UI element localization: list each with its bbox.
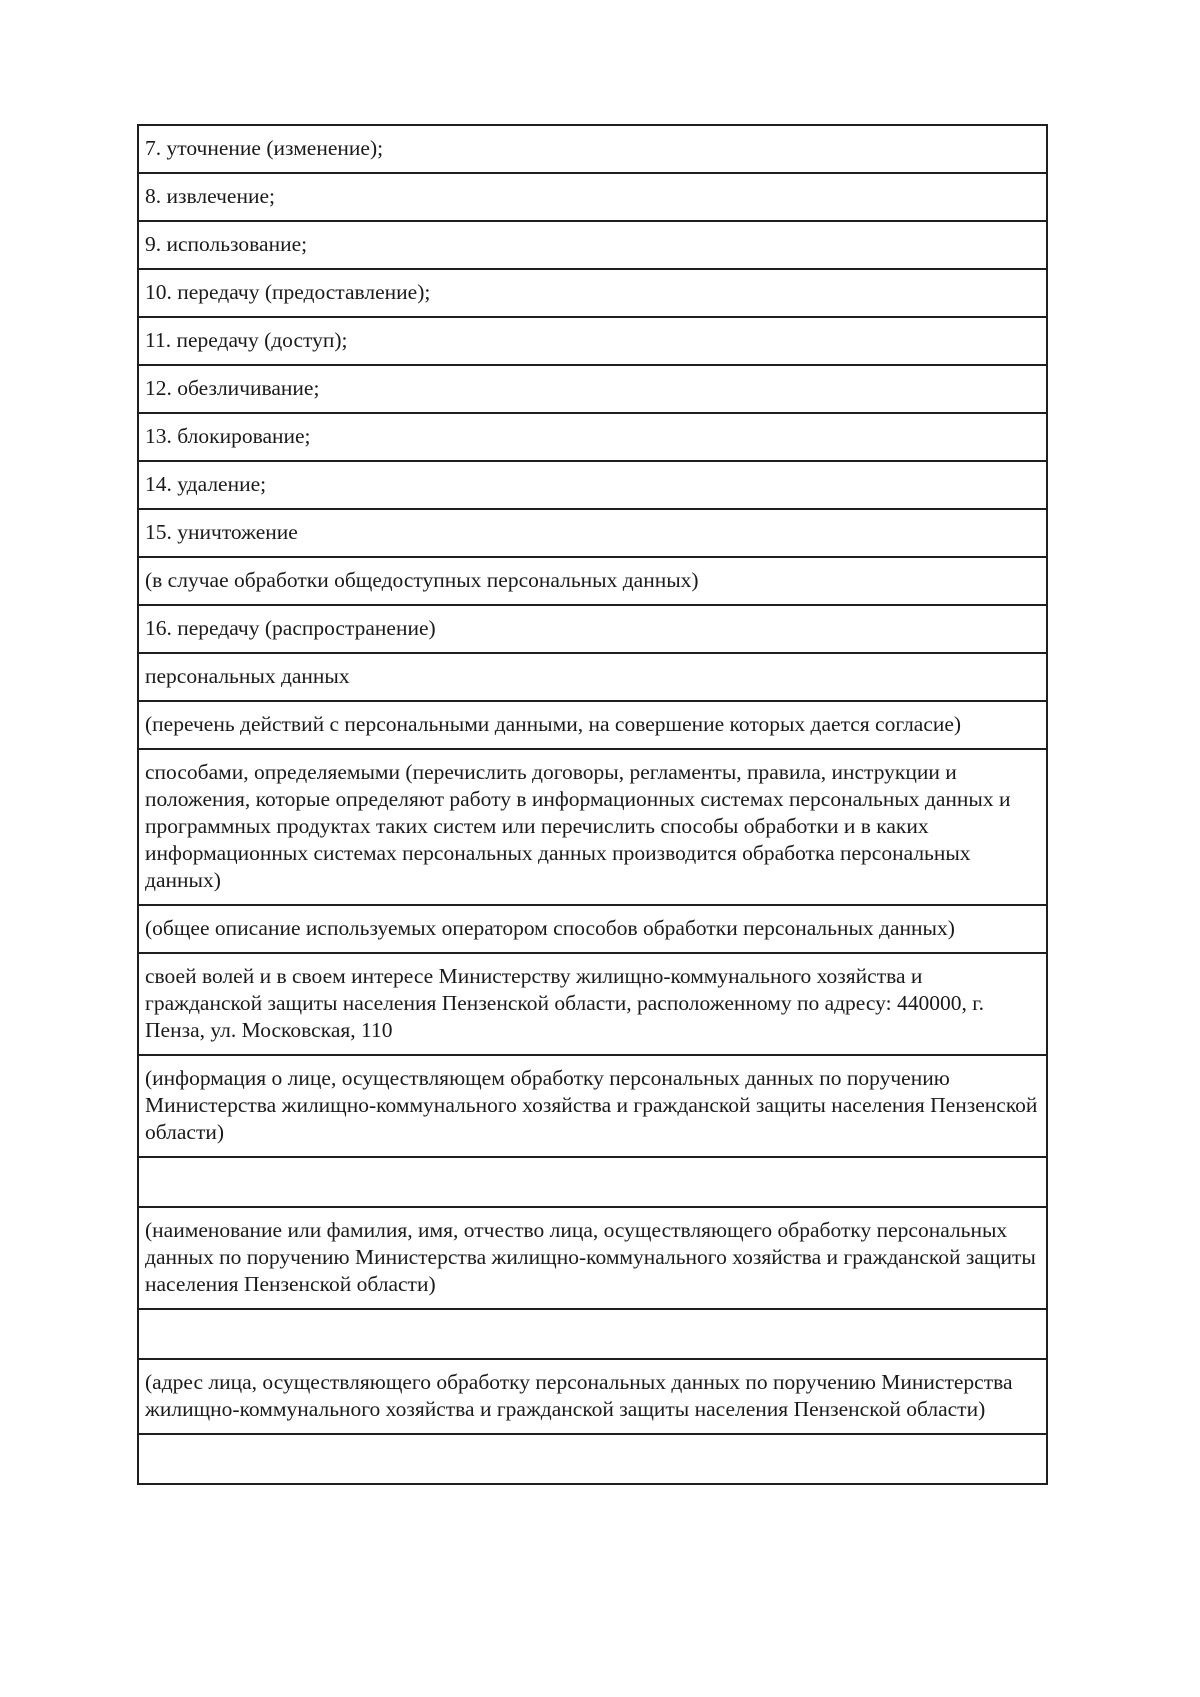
- table-row: [138, 125, 1047, 173]
- table-row: [138, 701, 1047, 749]
- table-row: [138, 557, 1047, 605]
- table-row: [138, 1309, 1047, 1359]
- table-row: [138, 1055, 1047, 1157]
- table-cell-action-9: 9. использование;: [138, 221, 1047, 269]
- table-cell-public-data-note: (в случае обработки общедоступных персональных данных): [138, 557, 1047, 605]
- table-cell-actions-caption: (перечень действий с персональными данными, на совершение которых дается согласие): [138, 701, 1047, 749]
- table-row: [138, 461, 1047, 509]
- table-cell-processor-info-caption: (информация о лице, осуществляющем обработку персональных данных по поручению Министерства жилищно-коммунального хозяйства и гражданской защиты населения Пензенской области): [138, 1055, 1047, 1157]
- table-row: [138, 365, 1047, 413]
- table-cell-blank-field[interactable]: [138, 1434, 1047, 1484]
- table-cell-action-13: 13. блокирование;: [138, 413, 1047, 461]
- table-cell-processor-address-caption: (адрес лица, осуществляющего обработку персональных данных по поручению Министерства жилищно-коммунального хозяйства и гражданской защиты населения Пензенской области): [138, 1359, 1047, 1434]
- table-row: [138, 953, 1047, 1055]
- table-row: [138, 905, 1047, 953]
- table-cell-personal-data: персональных данных: [138, 653, 1047, 701]
- table-cell-operator-info: своей волей и в своем интересе Министерству жилищно-коммунального хозяйства и гражданской защиты населения Пензенской области, расположенному по адресу: 440000, г. Пенза, ул. Московская, 110: [138, 953, 1047, 1055]
- table-cell-action-10: 10. передачу (предоставление);: [138, 269, 1047, 317]
- table-row: [138, 509, 1047, 557]
- table-row: [138, 413, 1047, 461]
- consent-form-table: [137, 124, 1048, 1485]
- table-row: [138, 749, 1047, 905]
- table-row: [138, 1207, 1047, 1309]
- table-cell-action-8: 8. извлечение;: [138, 173, 1047, 221]
- table-cell-action-12: 12. обезличивание;: [138, 365, 1047, 413]
- table-cell-processing-methods: способами, определяемыми (перечислить договоры, регламенты, правила, инструкции и положения, которые определяют работу в информационных системах персональных данных и программных продуктах таких систем или перечислить способы обработки и в каких информационных системах персональных данных производится обработка персональных данных): [138, 749, 1047, 905]
- table-row: [138, 269, 1047, 317]
- table-cell-methods-caption: (общее описание используемых оператором способов обработки персональных данных): [138, 905, 1047, 953]
- table-cell-action-7: 7. уточнение (изменение);: [138, 125, 1047, 173]
- table-row: [138, 173, 1047, 221]
- table-cell-action-14: 14. удаление;: [138, 461, 1047, 509]
- table-row: [138, 317, 1047, 365]
- table-row: [138, 221, 1047, 269]
- table-cell-processor-name-caption: (наименование или фамилия, имя, отчество лица, осуществляющего обработку персональных данных по поручению Министерства жилищно-коммунального хозяйства и гражданской защиты населения Пензенской области): [138, 1207, 1047, 1309]
- table-cell-action-16: 16. передачу (распространение): [138, 605, 1047, 653]
- table-row: [138, 1359, 1047, 1434]
- table-row: [138, 1157, 1047, 1207]
- table-cell-processor-name-field[interactable]: [138, 1157, 1047, 1207]
- table-cell-processor-address-field[interactable]: [138, 1309, 1047, 1359]
- table-row: [138, 653, 1047, 701]
- table-cell-action-11: 11. передачу (доступ);: [138, 317, 1047, 365]
- table-row: [138, 1434, 1047, 1484]
- table-row: [138, 605, 1047, 653]
- table-cell-action-15: 15. уничтожение: [138, 509, 1047, 557]
